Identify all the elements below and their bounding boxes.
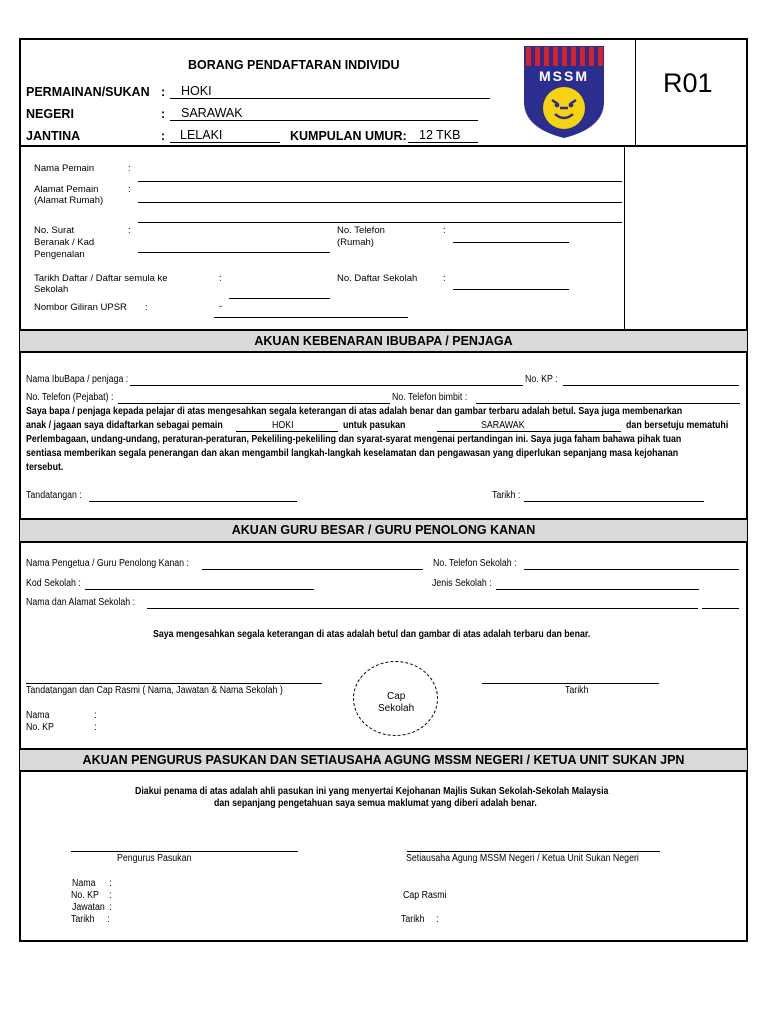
school-type-label: Jenis Sekolah : — [432, 578, 492, 589]
school-address-line-end — [702, 608, 739, 609]
register-date-colon: : — [219, 273, 222, 284]
gender-label: JANTINA — [26, 129, 81, 143]
school-reg-colon: : — [443, 273, 446, 284]
address-colon: : — [128, 184, 131, 195]
manager-ic-colon: : — [109, 890, 112, 901]
manager-position-colon: : — [109, 902, 112, 913]
office-phone-line — [118, 403, 390, 404]
mssm-logo — [522, 44, 606, 140]
birthcert-label-3: Pengenalan — [34, 249, 85, 260]
manager-name-label: Nama — [72, 878, 96, 889]
manager-ic-label: No. KP — [71, 890, 99, 901]
parent-date-label: Tarikh : — [492, 490, 521, 501]
official-stamp-label: Cap Rasmi — [403, 890, 447, 901]
headmaster-name-colon: : — [94, 710, 97, 721]
principal-line — [202, 569, 423, 570]
school-type-line — [496, 589, 699, 590]
register-date-label-2: Sekolah — [34, 284, 69, 295]
age-group-label: KUMPULAN UMUR: — [290, 129, 407, 143]
upsr-line — [214, 317, 408, 318]
decl-text-2a: anak / jagaan saya didaftarkan sebagai pemain — [26, 420, 223, 431]
school-reg-label: No. Daftar Sekolah — [337, 273, 418, 284]
parent-signature-line — [89, 501, 297, 502]
name-line — [138, 181, 622, 182]
sport-field-line — [170, 98, 490, 99]
decl-sport-value: HOKI — [272, 420, 294, 431]
parent-ic-label: No. KP : — [525, 374, 558, 385]
parent-name-line — [130, 385, 523, 386]
sport-value: HOKI — [181, 84, 212, 98]
upsr-value: - — [219, 301, 223, 312]
headmaster-ic-label: No. KP — [26, 722, 54, 733]
secretary-date-label: Tarikh — [401, 914, 425, 925]
phone-colon: : — [443, 225, 446, 236]
birthcert-line — [138, 252, 330, 253]
secretary-date-colon: : — [436, 914, 439, 925]
name-label: Nama Pemain — [34, 163, 95, 174]
parent-declaration-line-4: sentiasa memberikan segala penerangan dan akan mengambil langkah-langkah keselamatan dan pengawasan yang diperlukan sepanjang masa kejohanan — [26, 448, 679, 459]
manager-date-label: Tarikh — [71, 914, 95, 925]
school-code-label: Kod Sekolah : — [26, 578, 81, 589]
birthcert-label-2: Beranak / Kad — [34, 237, 95, 248]
upsr-label: Nombor Giliran UPSR — [34, 302, 127, 313]
birthcert-label-1: No. Surat — [34, 225, 75, 236]
address-label-2: (Alamat Rumah) — [34, 195, 104, 206]
parent-declaration-line-3: Perlembagaan, undang-undang, peraturan-peraturan, Pekeliling-pekeliling dan syarat-syarat mengenai pertandingan ini. Saya juga faham bahawa pihak tuan — [26, 434, 682, 445]
form-code: R01 — [663, 68, 713, 98]
school-phone-line — [524, 569, 739, 570]
phone-label-2: (Rumah) — [337, 237, 374, 248]
manager-signature-line — [71, 851, 298, 852]
manager-declaration-line-1: Diakui penama di atas adalah ahli pasukan ini yang menyertai Kejohanan Majlis Sukan Sekolah-Sekolah Malaysia — [135, 786, 609, 797]
mobile-label: No. Telefon bimbit : — [392, 392, 468, 403]
age-group-value: 12 TKB — [419, 128, 461, 142]
address-line-2 — [138, 222, 622, 223]
upsr-colon: : — [145, 302, 148, 313]
phone-label-1: No. Telefon — [337, 225, 385, 236]
parent-section-heading: AKUAN KEBENARAN IBUBAPA / PENJAGA — [20, 329, 747, 353]
headmaster-signature-label: Tandatangan dan Cap Rasmi ( Nama, Jawatan & Nama Sekolah ) — [26, 685, 283, 696]
headmaster-section-heading: AKUAN GURU BESAR / GURU PENOLONG KANAN — [20, 518, 747, 543]
header-divider-right — [635, 39, 636, 145]
parent-ic-line — [563, 385, 739, 386]
parent-name-label: Nama IbuBapa / penjaga : — [26, 374, 129, 385]
headmaster-date-label: Tarikh — [565, 685, 589, 696]
sport-label: PERMAINAN/SUKAN — [26, 85, 150, 99]
gender-value: LELAKI — [180, 128, 223, 142]
form-title: BORANG PENDAFTARAN INDIVIDU — [188, 58, 400, 72]
stamp-text-line-2: Sekolah — [378, 703, 415, 714]
parent-declaration-line-2 — [26, 419, 740, 433]
register-date-label-1: Tarikh Daftar / Daftar semula ke — [34, 273, 168, 284]
gender-colon: : — [161, 129, 166, 143]
header-bottom-line — [20, 145, 747, 147]
stamp-text-line-1: Cap — [387, 691, 406, 702]
student-photo-divider — [624, 146, 625, 329]
school-address-label: Nama dan Alamat Sekolah : — [26, 597, 136, 608]
name-colon: : — [128, 163, 131, 174]
parent-signature-label: Tandatangan : — [26, 490, 82, 501]
headmaster-date-line — [482, 683, 659, 684]
decl-text-2b: untuk pasukan — [343, 420, 406, 431]
headmaster-name-label: Nama — [26, 710, 50, 721]
state-label: NEGERI — [26, 107, 74, 121]
school-reg-line — [453, 289, 569, 290]
register-date-line — [229, 298, 330, 299]
decl-text-2c: dan bersetuju mematuhi — [626, 420, 729, 431]
school-address-line — [147, 608, 698, 609]
state-value: SARAWAK — [181, 106, 243, 120]
parent-declaration-line-5: tersebut. — [26, 462, 64, 473]
parent-date-line — [524, 501, 704, 502]
state-colon: : — [161, 107, 166, 121]
manager-date-colon: : — [107, 914, 110, 925]
manager-section-heading: AKUAN PENGURUS PASUKAN DAN SETIAUSAHA AGUNG MSSM NEGERI / KETUA UNIT SUKAN JPN — [20, 748, 747, 772]
address-label-1: Alamat Pemain — [34, 184, 99, 195]
phone-line — [453, 242, 569, 243]
manager-label: Pengurus Pasukan — [117, 853, 192, 864]
headmaster-signature-line — [26, 683, 322, 684]
mobile-line — [476, 403, 740, 404]
logo-text: MSSM — [539, 68, 589, 84]
manager-declaration-line-2: dan sepanjang pengetahuan saya semua maklumat yang diberi adalah benar. — [214, 798, 537, 809]
decl-team-value: SARAWAK — [481, 420, 525, 431]
manager-name-colon: : — [109, 878, 112, 889]
address-line-1 — [138, 202, 622, 203]
manager-position-label: Jawatan — [72, 902, 105, 913]
parent-declaration-line-1: Saya bapa / penjaga kepada pelajar di atas mengesahkan segala keterangan di atas adalah benar dan gambar terbaru adalah betul. Saya juga membenarkan — [26, 406, 683, 417]
school-phone-label: No. Telefon Sekolah : — [433, 558, 517, 569]
sport-colon: : — [161, 85, 166, 99]
secretary-label: Setiausaha Agung MSSM Negeri / Ketua Unit Sukan Negeri — [406, 853, 639, 864]
headmaster-declaration: Saya mengesahkan segala keterangan di atas adalah betul dan gambar di atas adalah terbaru dan benar. — [153, 629, 591, 640]
headmaster-ic-colon: : — [94, 722, 97, 733]
school-code-line — [85, 589, 314, 590]
birthcert-colon: : — [128, 225, 131, 236]
decl-team-blank — [437, 419, 621, 432]
principal-label: Nama Pengetua / Guru Penolong Kanan : — [26, 558, 189, 569]
secretary-signature-line — [407, 851, 660, 852]
office-phone-label: No. Telefon (Pejabat) : — [26, 392, 114, 403]
